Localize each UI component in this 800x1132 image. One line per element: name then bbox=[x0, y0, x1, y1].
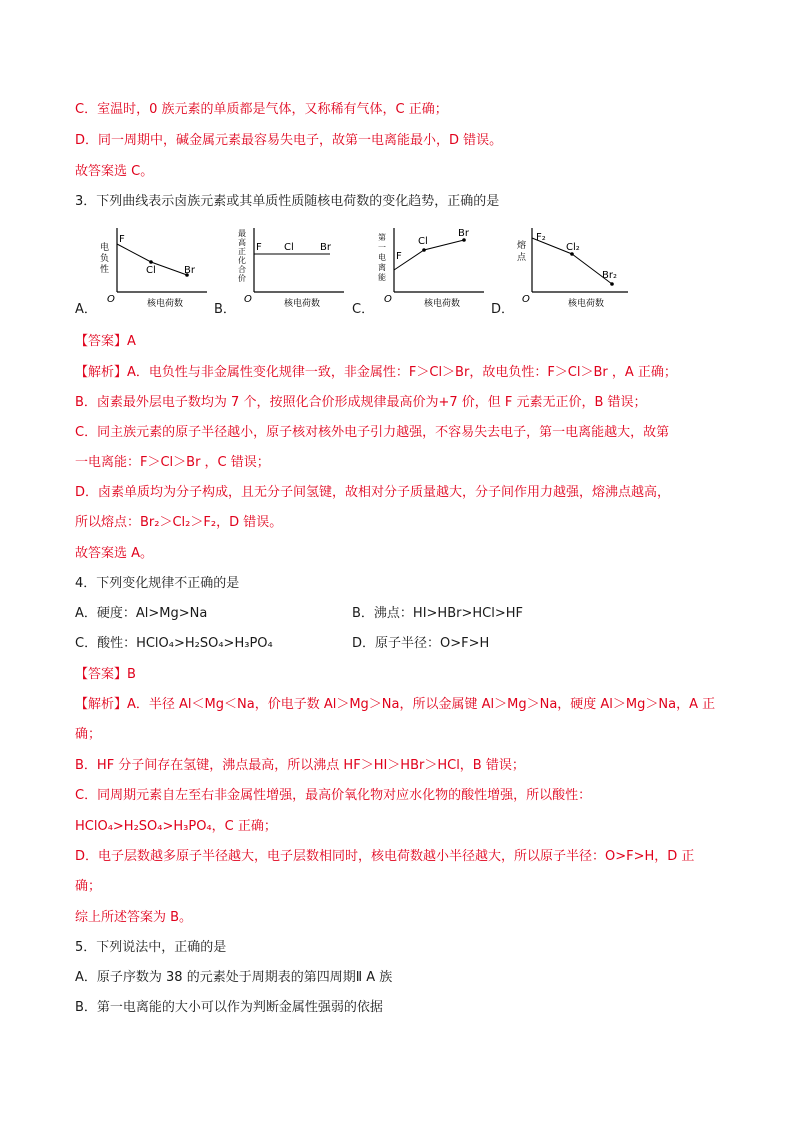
q3-explain-c-cont: 一电离能：F＞Cl＞Br ，C 错误； bbox=[75, 455, 270, 470]
graph-b-ylabel-0: 最 bbox=[238, 229, 246, 238]
graph-b-point-cl: Cl bbox=[284, 242, 294, 253]
graph-d-ylabel-1: 点 bbox=[517, 253, 527, 263]
graph-c-ylabel-0: 第 bbox=[378, 233, 386, 242]
graph-c-point-cl: Cl bbox=[418, 236, 428, 247]
graph-d-ylabel-0: 熔 bbox=[517, 241, 527, 251]
graph-b-ylabel-3: 化 bbox=[238, 256, 246, 265]
q4-option-a: A．硬度：Al>Mg>Na bbox=[75, 606, 208, 621]
q4-option-b: B．沸点：HI>HBr>HCl>HF bbox=[352, 606, 523, 621]
graph-a-ylabel-0: 电 bbox=[100, 243, 110, 253]
graph-a-ylabel-2: 性 bbox=[100, 265, 110, 275]
graph-b-ylabel-1: 高 bbox=[238, 238, 246, 247]
q3-option-a-letter: A． bbox=[75, 302, 97, 317]
graph-b-ylabel-4: 合 bbox=[238, 265, 246, 274]
q3-option-d-letter: D． bbox=[491, 302, 515, 317]
graph-c-xlabel: 核电荷数 bbox=[424, 299, 461, 309]
q4-stem: 4．下列变化规律不正确的是 bbox=[75, 576, 240, 591]
q4-explain-a: 【解析】A．半径 Al＜Mg＜Na，价电子数 Al＞Mg＞Na，所以金属键 Al＞Mg＞Na，硬度 Al＞Mg＞Na，A 正 bbox=[75, 697, 716, 712]
graph-b-point-br: Br bbox=[320, 242, 331, 253]
q5-option-b: B．第一电离能的大小可以作为判断金属性强弱的依据 bbox=[75, 1000, 383, 1015]
graph-d-point-br2: Br₂ bbox=[602, 270, 617, 281]
q3-final-answer: 故答案选 A。 bbox=[75, 546, 154, 561]
q2-final-answer: 故答案选 C。 bbox=[75, 164, 154, 179]
q4-explain-d: D．电子层数越多原子半径越大，电子层数相同时，核电荷数越小半径越大，所以原子半径：O>F>H，D 正 bbox=[75, 849, 695, 864]
q4-explain-b: B．HF 分子间存在氢键，沸点最高，所以沸点 HF＞HI＞HBr＞HCl，B 错误； bbox=[75, 758, 525, 773]
graph-b-xlabel: 核电荷数 bbox=[284, 299, 321, 309]
q3-explain-a: 【解析】A．电负性与非金属性变化规律一致，非金属性：F＞Cl＞Br，故电负性：F＞Cl＞Br ，A 正确； bbox=[75, 365, 677, 380]
q4-explain-d-cont: 确； bbox=[75, 879, 102, 894]
graph-a-origin: O bbox=[107, 294, 115, 305]
graph-c-ylabel-3: 离 bbox=[378, 263, 386, 272]
graph-a-point-f: F bbox=[119, 234, 125, 245]
graph-a-ylabel-1: 负 bbox=[100, 254, 110, 264]
q3-graph-d bbox=[510, 222, 635, 314]
graph-a-point-br: Br bbox=[184, 265, 195, 276]
q3-answer: 【答案】A bbox=[75, 334, 136, 349]
q3-graph-c bbox=[372, 222, 492, 314]
graph-b-origin: O bbox=[244, 294, 252, 305]
graph-c-ylabel-1: 一 bbox=[378, 243, 386, 252]
q4-answer: 【答案】B bbox=[75, 667, 136, 682]
graph-a-xlabel: 核电荷数 bbox=[147, 299, 184, 309]
graph-b-ylabel-2: 正 bbox=[238, 247, 246, 256]
graph-b-ylabel-5: 价 bbox=[238, 274, 246, 283]
graph-a-point-cl: Cl bbox=[146, 265, 156, 276]
q3-option-b-letter: B． bbox=[214, 302, 236, 317]
graph-c-point-br: Br bbox=[458, 228, 469, 239]
graph-c-ylabel-2: 电 bbox=[378, 253, 386, 262]
q5-option-a: A．原子序数为 38 的元素处于周期表的第四周期Ⅱ A 族 bbox=[75, 970, 393, 985]
q3-explain-b: B．卤素最外层电子数均为 7 个，按照化合价形成规律最高价为+7 价，但 F 元素无正价，B 错误； bbox=[75, 395, 647, 410]
q3-option-c-letter: C． bbox=[352, 302, 375, 317]
q5-stem: 5．下列说法中，正确的是 bbox=[75, 940, 227, 955]
q3-explain-d-cont: 所以熔点：Br₂＞Cl₂＞F₂，D 错误。 bbox=[75, 515, 283, 530]
q4-explain-c: C．同周期元素自左至右非金属性增强，最高价氧化物对应水化物的酸性增强，所以酸性： bbox=[75, 788, 592, 803]
graph-c-point-f: F bbox=[396, 251, 402, 262]
q3-graph-a bbox=[95, 222, 215, 314]
graph-c-ylabel-4: 能 bbox=[378, 273, 386, 282]
q4-explain-c-cont: HClO₄>H₂SO₄>H₃PO₄，C 正确； bbox=[75, 819, 277, 834]
q3-graph-b bbox=[232, 222, 352, 314]
q2-explain-c: C．室温时，0 族元素的单质都是气体，又称稀有气体，C 正确； bbox=[75, 102, 448, 117]
graph-b-point-f: F bbox=[256, 242, 262, 253]
q4-explain-a-cont: 确； bbox=[75, 727, 102, 742]
graph-d-xlabel: 核电荷数 bbox=[568, 299, 605, 309]
q2-explain-d: D．同一周期中，碱金属元素最容易失电子，故第一电离能最小，D 错误。 bbox=[75, 133, 503, 148]
q3-stem: 3．下列曲线表示卤族元素或其单质性质随核电荷数的变化趋势，正确的是 bbox=[75, 194, 500, 209]
graph-d-point-f2: F₂ bbox=[536, 232, 546, 243]
q4-option-d: D．原子半径：O>F>H bbox=[352, 636, 490, 651]
q3-explain-c: C．同主族元素的原子半径越小，原子核对核外电子引力越强，不容易失去电子，第一电离能越大，故第 bbox=[75, 425, 670, 440]
graph-d-origin: O bbox=[522, 294, 530, 305]
graph-c-origin: O bbox=[384, 294, 392, 305]
q3-explain-d: D．卤素单质均为分子构成，且无分子间氢键，故相对分子质量越大，分子间作用力越强，熔沸点越高， bbox=[75, 485, 671, 500]
q4-option-c: C．酸性：HClO₄>H₂SO₄>H₃PO₄ bbox=[75, 636, 273, 651]
q4-final-answer: 综上所述答案为 B。 bbox=[75, 910, 193, 925]
graph-d-point-cl2: Cl₂ bbox=[566, 242, 580, 253]
